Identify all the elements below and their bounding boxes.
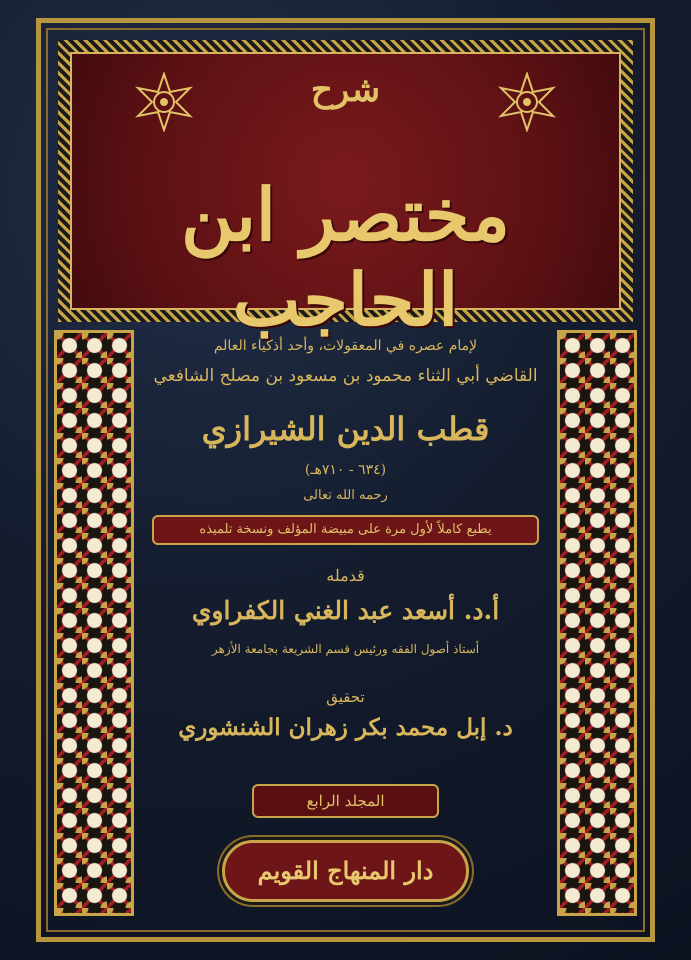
description-line-2: القاضي أبي الثناء محمود بن مسعود بن مصلح الشافعي: [153, 366, 538, 386]
mercy-phrase: رحمه الله تعالى: [303, 488, 388, 503]
title-plaque: [70, 52, 621, 342]
book-subtitle: شرح: [310, 70, 381, 110]
introducer-title: أستاذ أصول الفقه ورئيس قسم الشريعة بجامعة الأزهر: [211, 642, 480, 656]
title-plaque-border: [58, 40, 633, 342]
introducer-name: أ.د. أسعد عبد الغني الكفراوي: [191, 596, 500, 625]
author-dates: (٦٣٤ - ٧١٠هـ): [304, 462, 387, 478]
left-pattern-column: [54, 330, 134, 916]
volume-label: المجلد الرابع: [252, 784, 439, 818]
editor-name: د. إبل محمد بكر زهران الشنشوري: [178, 714, 513, 741]
publisher-seal: دار المنهاج القويم: [222, 840, 469, 902]
author-name: قطب الدين الشيرازي: [201, 410, 490, 448]
editing-label: تحقيق: [326, 688, 365, 706]
description-line-1: لإمام عصره في المعقولات، وأحد أذكياء العالم: [213, 338, 478, 354]
right-pattern-column: [557, 330, 637, 916]
edition-banner: يطبع كاملاً لأول مرة على مبيضة المؤلف ونسخة تلميذه: [152, 515, 539, 545]
book-title: مختصر ابن الحاجب: [181, 172, 510, 342]
introduction-label: قدمله: [326, 566, 365, 585]
